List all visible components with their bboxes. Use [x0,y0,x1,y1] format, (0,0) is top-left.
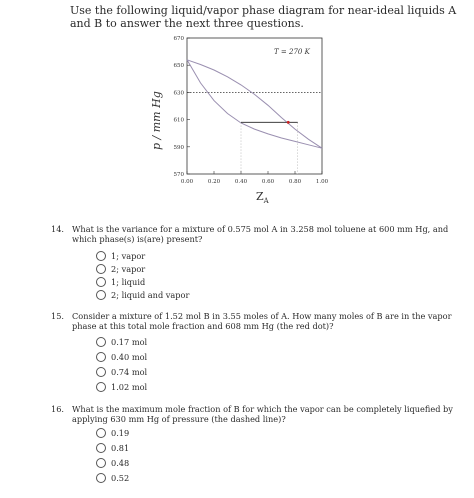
y-tick-label: 570 [173,172,184,178]
intro-text: Use the following liquid/vapor phase diagram for near-ideal liquids A and B to answer the next three questions. [70,4,457,30]
radio-button[interactable] [96,458,106,468]
option-label: 0.81 [111,443,130,453]
option-label: 1; vapor [111,251,146,261]
option-label: 1; liquid [111,277,146,287]
x-axis-label-main: Z [256,190,264,203]
x-axis-label-sub: A [263,197,269,205]
option-label: 0.48 [111,458,130,468]
option-label: 0.52 [111,473,130,483]
bubble-curve [187,60,322,148]
radio-button[interactable] [96,382,106,392]
x-tick-label: 0.20 [207,179,221,185]
dew-curve [187,60,322,148]
question-14 [51,224,466,244]
x-tick-label: 0.40 [234,179,248,185]
y-tick-label: 630 [173,90,184,97]
y-ticks [174,36,191,178]
question-16 [51,404,466,424]
option-label: 1.02 mol [111,382,148,392]
x-tick-label: 0.00 [180,179,194,185]
option-label: 2; vapor [111,264,146,274]
x-ticks [181,171,329,185]
option-label: 0.74 mol [111,367,148,377]
radio-button[interactable] [96,428,106,438]
x-tick-label: 0.60 [261,179,275,185]
question-text: What is the maximum mole fraction of B for which the vapor can be completely liquefied by applying 630 mm Hg of pressure (the dashed line)? [72,404,453,424]
y-axis-label-text: p / mm Hg [150,91,163,150]
red-dot [287,121,290,124]
plot-frame [187,38,322,174]
radio-button[interactable] [96,367,106,377]
y-tick-label: 670 [173,36,184,42]
option-label: 0.19 [111,428,130,438]
radio-button[interactable] [96,290,106,300]
radio-button[interactable] [96,251,106,261]
option-label: 2; liquid and vapor [111,290,190,300]
radio-button[interactable] [96,443,106,453]
question-number: 14. [51,224,65,234]
radio-button[interactable] [96,473,106,483]
x-tick-label: 1.00 [315,179,329,185]
plot-area [187,38,322,174]
radio-button[interactable] [96,337,106,347]
radio-button[interactable] [96,264,106,274]
y-tick-label: 650 [173,63,184,70]
x-tick-label: 0.80 [288,179,302,185]
question-number: 16. [51,404,65,414]
x-axis-label [256,190,270,205]
option-label: 0.40 mol [111,352,148,362]
option-label: 0.17 mol [111,337,148,347]
y-tick-label: 590 [173,144,184,151]
y-tick-label: 610 [173,117,184,124]
radio-button[interactable] [96,352,106,362]
question-number: 15. [51,311,65,321]
question-text: Consider a mixture of 1.52 mol B in 3.55 moles of A. How many moles of B are in the vapor phase at this total mole fraction and 608 mm Hg (the red dot)? [72,311,452,331]
phase-diagram [150,30,350,220]
radio-button[interactable] [96,277,106,287]
question-15 [51,311,466,331]
question-text: What is the variance for a mixture of 0.575 mol A in 3.258 mol toluene at 600 mm Hg, and which phase(s) is(are) present? [72,224,449,244]
temperature-annotation: T = 270 K [274,48,310,56]
y-axis-label [150,91,163,150]
